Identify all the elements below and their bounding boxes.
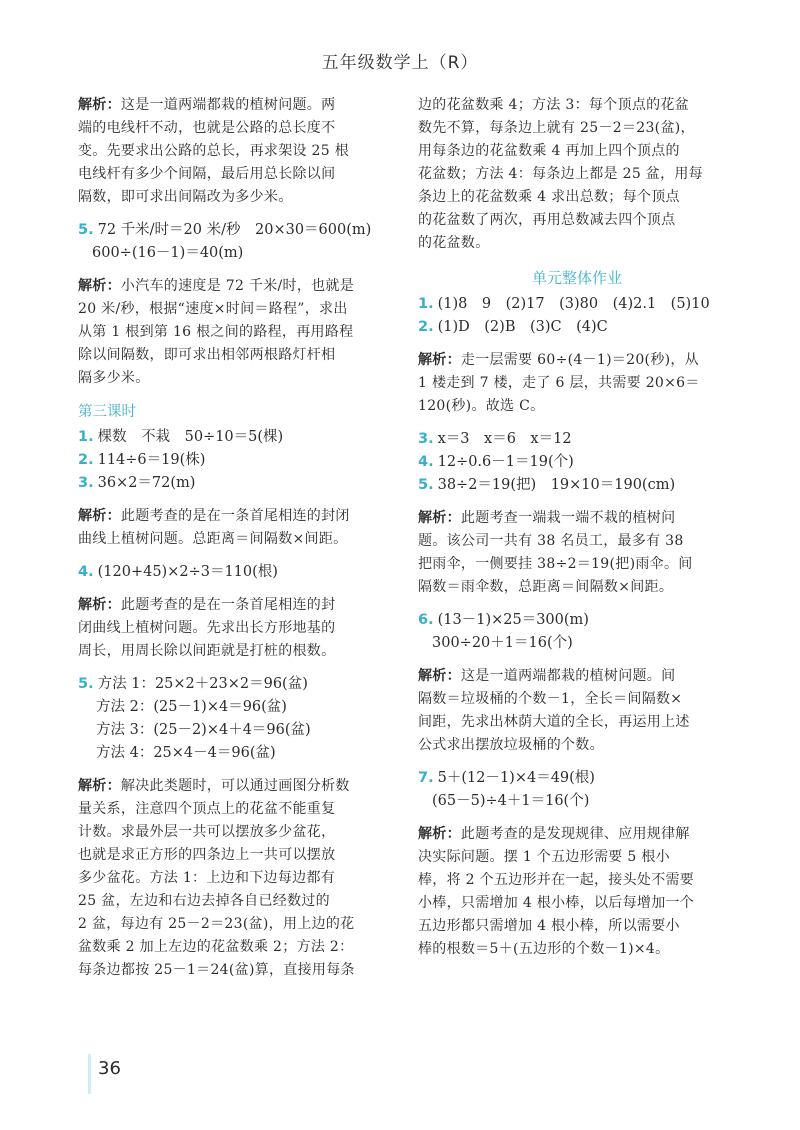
analysis-label: 解析： — [78, 508, 121, 524]
analysis-line: 花盆数；方法 4：每条边上都是 25 盆，用每 — [418, 166, 703, 182]
page-number: 36 — [98, 1058, 121, 1079]
analysis-line: 解析：此题考查的是在一条首尾相连的封 — [78, 597, 336, 613]
analysis-label: 解析： — [418, 352, 461, 368]
analysis-line: 端的电线杆不动，也就是公路的总长度不 — [78, 120, 336, 136]
analysis-line: 五边形都只需增加 4 根小棒，所以需要小 — [418, 918, 680, 934]
analysis-block — [418, 507, 736, 599]
answer-text: 12÷0.6－1＝19(个) — [437, 454, 574, 470]
analysis-line: 公式求出摆放垃圾桶的个数。 — [418, 737, 604, 753]
page-number-accent — [88, 1054, 91, 1094]
question-number: 5. — [78, 676, 94, 692]
analysis-line: 条边上的花盆数乘 4 求出总数；每个顶点 — [418, 189, 680, 205]
analysis-block — [78, 594, 396, 663]
analysis-block — [78, 275, 396, 390]
analysis-line: 数先不算，每条边上就有 25－2＝23(盆)， — [418, 120, 695, 136]
answer-text: (120+45)×2÷3＝110(根) — [97, 564, 278, 580]
answer-item — [418, 767, 736, 813]
analysis-line: 解析：走一层需要 60÷(4－1)＝20(秒)，从 — [418, 352, 699, 368]
analysis-line: 除以间隔数，即可求出相邻两根路灯杆相 — [78, 347, 336, 363]
analysis-line: 电线杆有多少个间隔，最后用总长除以间 — [78, 166, 336, 182]
analysis-line: 计数。求最外层一共可以摆放多少盆花， — [78, 824, 336, 840]
question-number: 2. — [418, 319, 434, 335]
question-number: 3. — [418, 431, 434, 447]
question-number: 2. — [78, 452, 94, 468]
answer-text: 方法 2：(25－1)×4＝96(盆) — [96, 699, 287, 715]
page-header: 五年级数学上（R） — [321, 53, 479, 73]
analysis-label: 解析： — [418, 668, 461, 684]
answer-text: 72 千米/时＝20 米/秒 20×30＝600(m) — [97, 222, 372, 238]
analysis-line: 的花盆数了两次，再用总数减去四个顶点 — [418, 212, 676, 228]
analysis-label: 解析： — [418, 826, 461, 842]
question-number: 3. — [78, 475, 94, 491]
analysis-block — [418, 665, 736, 757]
analysis-continuation — [418, 94, 736, 255]
analysis-line: 量关系，注意四个顶点上的花盆不能重复 — [78, 801, 336, 817]
answer-item — [78, 219, 396, 265]
analysis-line: 解析：这是一道两端都栽的植树问题。两 — [78, 97, 336, 113]
answer-text: (1)D (2)B (3)C (4)C — [437, 319, 608, 335]
analysis-line: 棒，将 2 个五边形并在一起，接头处不需要 — [418, 872, 695, 888]
analysis-line: 隔数，即可求出间隔改为多少米。 — [78, 189, 293, 205]
analysis-line: 2 盆，每边有 25－2＝23(盆)，用上边的花 — [78, 916, 355, 932]
analysis-line: 用每条边的花盆数乘 4 再加上四个顶点的 — [418, 143, 680, 159]
answer-text: (65－5)÷4＋1＝16(个) — [432, 793, 590, 809]
left-column — [78, 94, 396, 982]
analysis-line: 盆数乘 2 加上左边的花盆数乘 2；方法 2： — [78, 939, 354, 955]
analysis-line: 解析：小汽车的速度是 72 千米/时，也就是 — [78, 278, 355, 294]
question-number: 5. — [418, 477, 434, 493]
analysis-line: 解析：这是一道两端都栽的植树问题。间 — [418, 668, 676, 684]
analysis-label: 解析： — [78, 278, 121, 294]
analysis-line: 隔数＝垃圾桶的个数－1，全长＝间隔数× — [418, 691, 683, 707]
analysis-line: 20 米/秒，根据“速度×时间＝路程”，求出 — [78, 301, 348, 317]
answer-text: 36×2＝72(m) — [97, 475, 196, 491]
analysis-block — [78, 505, 396, 551]
question-number: 1. — [78, 429, 94, 445]
analysis-line: 的花盆数。 — [418, 235, 490, 251]
answer-text: 棵数 不栽 50÷10＝5(棵) — [97, 429, 284, 445]
analysis-line: 把雨伞，一侧要挂 38÷2＝19(把)雨伞。间 — [418, 556, 693, 572]
analysis-line: 边的花盆数乘 4；方法 3：每个顶点的花盆 — [418, 97, 690, 113]
analysis-line: 曲线上植树问题。总距离＝间隔数×间距。 — [78, 531, 348, 547]
analysis-line: 题。该公司一共有 38 名员工，最多有 38 — [418, 533, 684, 549]
analysis-line: 闭曲线上植树问题。先求出长方形地基的 — [78, 620, 336, 636]
answer-text: 5＋(12－1)×4＝49(根) — [437, 770, 595, 786]
analysis-label: 解析： — [78, 778, 121, 794]
analysis-line: 解析：此题考查的是发现规律、应用规律解 — [418, 826, 690, 842]
analysis-block — [78, 94, 396, 209]
answer-item — [418, 609, 736, 655]
question-number: 7. — [418, 770, 434, 786]
analysis-line: 隔多少米。 — [78, 370, 150, 386]
question-number: 6. — [418, 612, 434, 628]
analysis-line: 隔数＝雨伞数，总距离＝间隔数×间距。 — [418, 579, 674, 595]
answer-text: 600÷(16－1)＝40(m) — [92, 245, 244, 261]
answer-text: x＝3 x＝6 x＝12 — [437, 431, 572, 447]
answer-text: (1)8 9 (2)17 (3)80 (4)2.1 (5)10 — [437, 296, 710, 312]
answer-text: 方法 3：(25－2)×4＋4＝96(盆) — [96, 722, 311, 738]
analysis-line: 解析：此题考查一端栽一端不栽的植树问 — [418, 510, 676, 526]
analysis-label: 解析： — [78, 97, 121, 113]
analysis-line: 间距，先求出林荫大道的全长，再运用上述 — [418, 714, 690, 730]
question-number: 4. — [78, 564, 94, 580]
analysis-line: 解析：解决此类题时，可以通过画图分析数 — [78, 778, 350, 794]
section-title: 单元整体作业 — [531, 269, 622, 287]
analysis-line: 小棒，只需增加 4 根小棒，以后每增加一个 — [418, 895, 695, 911]
analysis-line: 1 楼走到 7 楼，走了 6 层，共需要 20×6＝ — [418, 375, 700, 391]
analysis-line: 变。先要求出公路的总长，再求架设 25 根 — [78, 143, 350, 159]
analysis-line: 多少盆花。方法 1：上边和下边每边都有 — [78, 870, 336, 886]
analysis-line: 25 盆，左边和右边去掉各自已经数过的 — [78, 893, 330, 909]
answer-item — [78, 673, 396, 765]
analysis-line: 周长，用周长除以间距就是打桩的根数。 — [78, 643, 336, 659]
analysis-line: 也就是求正方形的四条边上一共可以摆放 — [78, 847, 336, 863]
analysis-label: 解析： — [78, 597, 121, 613]
question-number: 4. — [418, 454, 434, 470]
analysis-line: 从第 1 根到第 16 根之间的路程，再用路程 — [78, 324, 354, 340]
analysis-block — [418, 349, 736, 418]
right-column — [418, 94, 736, 961]
answer-text: 方法 1：25×2＋23×2＝96(盆) — [97, 676, 308, 692]
analysis-label: 解析： — [418, 510, 461, 526]
lesson-title: 第三课时 — [78, 404, 136, 420]
question-number: 5. — [78, 222, 94, 238]
answer-text: 38÷2＝19(把) 19×10＝190(cm) — [437, 477, 676, 493]
answer-text: 300÷20＋1＝16(个) — [432, 635, 573, 651]
answer-text: 方法 4：25×4－4＝96(盆) — [96, 745, 276, 761]
analysis-block — [418, 823, 736, 961]
analysis-line: 解析：此题考查的是在一条首尾相连的封闭 — [78, 508, 350, 524]
analysis-line: 每条边都按 25－1＝24(盆)算，直接用每条 — [78, 962, 355, 978]
answer-text: 114÷6＝19(株) — [97, 452, 206, 468]
analysis-line: 棒的根数＝5＋(五边形的个数－1)×4。 — [418, 941, 670, 957]
analysis-block — [78, 775, 396, 982]
answer-text: (13－1)×25＝300(m) — [437, 612, 589, 628]
analysis-line: 决实际问题。摆 1 个五边形需要 5 根小 — [418, 849, 670, 865]
analysis-line: 120(秒)。故选 C。 — [418, 398, 545, 414]
question-number: 1. — [418, 296, 434, 312]
